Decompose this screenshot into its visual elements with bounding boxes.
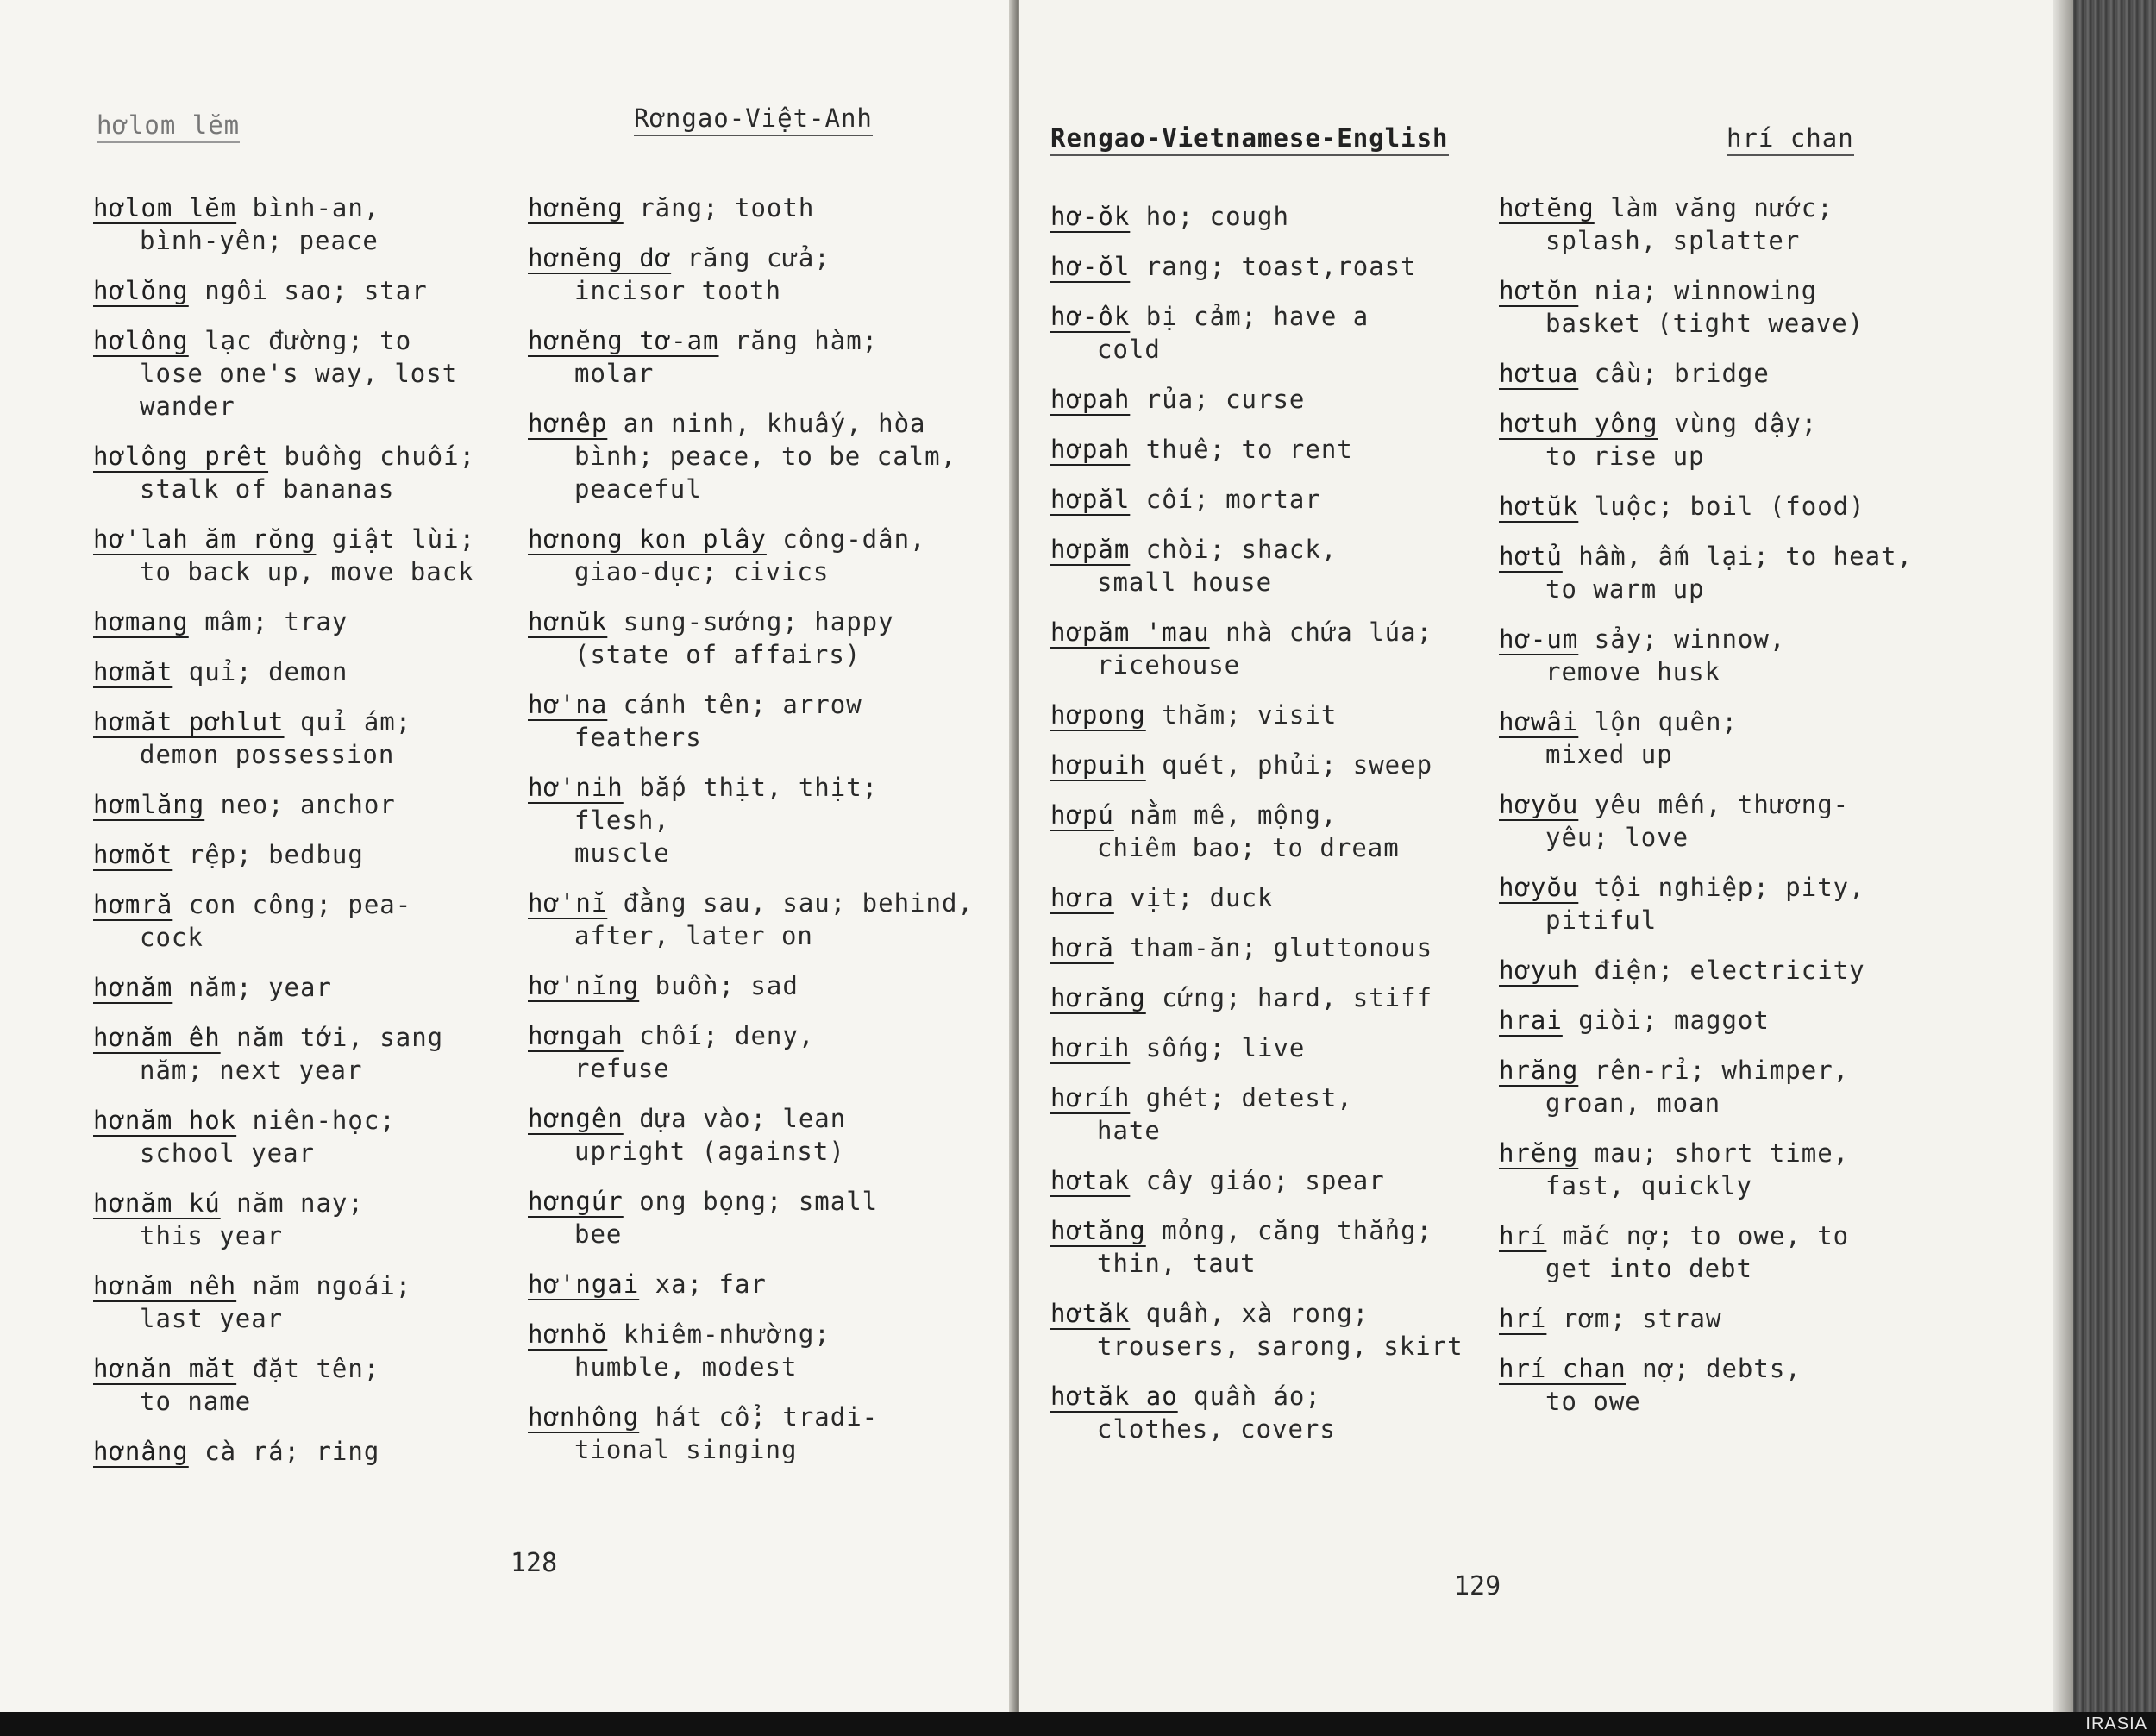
entry-gloss: cầu; bridge <box>1578 359 1770 388</box>
entry-gloss: mỏng, căng thẳng; thin, taut <box>1097 1216 1433 1278</box>
dictionary-entry <box>1499 274 1947 340</box>
entry-gloss: lộn quên; mixed up <box>1545 707 1738 769</box>
dictionary-entry <box>93 1269 516 1335</box>
entry-gloss: làm văng nước; splash, splatter <box>1545 193 1833 255</box>
dictionary-entry <box>1050 383 1490 416</box>
entry-gloss: cây giáo; spear <box>1130 1166 1385 1195</box>
entry-headword: hơyuh <box>1499 956 1579 985</box>
dictionary-entry <box>528 241 976 307</box>
entry-headword: hơlông <box>93 326 189 355</box>
entry-headword: hơtĕng <box>1499 193 1595 222</box>
dictionary-entry <box>1050 749 1490 781</box>
entry-headword: hơnăm kú <box>93 1188 221 1218</box>
entry-gloss: năm nay; this year <box>140 1188 364 1250</box>
entry-headword: hơnhông <box>528 1402 640 1432</box>
dictionary-entry <box>1050 1380 1490 1445</box>
entry-gloss: năm ngoái; last year <box>140 1271 412 1333</box>
entry-gloss: thuê; to rent <box>1130 435 1353 464</box>
entry-gloss: buồng chuối; stalk of bananas <box>140 442 476 504</box>
entry-gloss: xa; far <box>639 1269 767 1299</box>
entry-gloss: chòi; shack, small house <box>1097 535 1338 597</box>
dictionary-entry <box>93 1187 516 1252</box>
entry-headword: hơmang <box>93 607 189 636</box>
entry-headword: hrí chan <box>1499 1354 1626 1383</box>
entry-headword: hơpuih <box>1050 750 1146 780</box>
entry-headword: hơnăm nêh <box>93 1271 237 1300</box>
dictionary-entry <box>1050 699 1490 731</box>
entry-column-right-2 <box>1499 191 1947 1435</box>
dictionary-entry <box>93 705 516 771</box>
entry-headword: hơ-um <box>1499 624 1579 654</box>
dictionary-entry <box>1050 533 1490 599</box>
entry-gloss: rệp; bedbug <box>172 840 364 869</box>
dictionary-entry <box>93 191 516 257</box>
entry-gloss: ngôi sao; star <box>188 276 428 305</box>
entry-gloss: nằm mê, mộng, chiêm bao; to dream <box>1097 800 1400 862</box>
entry-gloss: điện; electricity <box>1578 956 1865 985</box>
dictionary-entry <box>1499 1004 1947 1037</box>
dictionary-entry <box>1050 931 1490 964</box>
entry-headword: hơmră <box>93 890 173 919</box>
dictionary-entry <box>528 1268 976 1300</box>
entry-headword: hơmăt <box>93 657 173 686</box>
entry-headword: hrĕng <box>1499 1138 1579 1168</box>
page-number-left: 128 <box>511 1548 558 1578</box>
entry-gloss: mâm; tray <box>188 607 348 636</box>
entry-headword: hơtuh yông <box>1499 409 1658 438</box>
entry-gloss: công-dân, giao-dục; civics <box>574 524 926 586</box>
dictionary-entry <box>1050 433 1490 466</box>
entry-gloss: cứng; hard, stiff <box>1145 983 1433 1012</box>
entry-gloss: quỉ ám; demon possession <box>140 707 412 769</box>
entry-gloss: đằng sau, sau; behind, after, later on <box>574 888 974 950</box>
entry-gloss: quần, xà rong; trousers, sarong, skirt <box>1097 1299 1463 1361</box>
entry-headword: hơrih <box>1050 1033 1131 1062</box>
page-title-left: Rơngao-Việt-Anh <box>634 103 873 136</box>
entry-gloss: rủa; curse <box>1130 385 1306 414</box>
entry-headword: hơngúr <box>528 1187 624 1216</box>
dictionary-entry <box>528 969 976 1002</box>
entry-headword: hơngah <box>528 1021 624 1050</box>
entry-headword: hrí <box>1499 1221 1547 1250</box>
dictionary-entry <box>528 887 976 952</box>
entry-gloss: năm; year <box>172 973 332 1002</box>
entry-headword: hơpah <box>1050 435 1131 464</box>
dictionary-entry <box>1499 1219 1947 1285</box>
dictionary-entry <box>1499 357 1947 390</box>
entry-headword: hơpú <box>1050 800 1114 830</box>
entry-headword: hơyŏu <box>1499 790 1579 819</box>
entry-gloss: răng; tooth <box>623 193 815 222</box>
dictionary-entry <box>93 971 516 1004</box>
bottom-strip <box>0 1712 2156 1736</box>
entry-headword: hơ'ngai <box>528 1269 640 1299</box>
entry-headword: hơtăk <box>1050 1299 1131 1328</box>
entry-column-right-1 <box>1050 200 1490 1463</box>
entry-gloss: khiêm-nhường; humble, modest <box>574 1319 830 1382</box>
dictionary-entry <box>528 1185 976 1250</box>
entry-headword: hơpong <box>1050 700 1146 730</box>
dictionary-entry <box>1050 1297 1490 1363</box>
dictionary-entry <box>1050 616 1490 681</box>
entry-gloss: quỉ; demon <box>172 657 348 686</box>
dictionary-entry <box>1499 1352 1947 1418</box>
entry-headword: hơ'nih <box>528 773 624 802</box>
entry-headword: hơtăk ao <box>1050 1382 1178 1411</box>
entry-gloss: sung-sướng; happy (state of affairs) <box>574 607 894 669</box>
dictionary-entry <box>1499 1137 1947 1202</box>
entry-gloss: dựa vào; lean upright (against) <box>574 1104 847 1166</box>
entry-gloss: mắc nợ; to owe, to get into debt <box>1545 1221 1850 1283</box>
dictionary-entry <box>1050 981 1490 1014</box>
entry-gloss: quét, phủi; sweep <box>1145 750 1433 780</box>
entry-gloss: hầm, ấm lại; to heat, to warm up <box>1545 542 1913 604</box>
dictionary-entry <box>93 788 516 821</box>
entry-column-left-2 <box>528 191 976 1483</box>
entry-gloss: giòi; maggot <box>1562 1006 1770 1035</box>
entry-headword: hơwâi <box>1499 707 1579 736</box>
entry-gloss: nhà chứa lúa; ricehouse <box>1097 617 1433 680</box>
entry-gloss: thăm; visit <box>1145 700 1338 730</box>
entry-headword: hơtak <box>1050 1166 1131 1195</box>
entry-headword: hơtua <box>1499 359 1579 388</box>
entry-gloss: răng hàm; molar <box>574 326 879 388</box>
dictionary-entry <box>1499 1302 1947 1335</box>
entry-gloss: rơm; straw <box>1546 1304 1722 1333</box>
entry-headword: hơnĕng dơ <box>528 243 672 273</box>
entry-headword: hơnong kon plây <box>528 524 767 554</box>
entry-gloss: an ninh, khuấy, hòa bình; peace, to be calm, peaceful <box>574 409 957 504</box>
entry-headword: hơpăl <box>1050 485 1131 514</box>
entry-gloss: vịt; duck <box>1113 883 1274 912</box>
entry-gloss: tội nghiệp; pity, pitiful <box>1545 873 1865 935</box>
entry-gloss: sống; live <box>1130 1033 1306 1062</box>
dictionary-entry <box>93 605 516 638</box>
entry-gloss: đặt tên; to name <box>140 1354 380 1416</box>
entry-gloss: lạc đường; to lose one's way, lost wander <box>140 326 459 421</box>
dictionary-entry <box>528 771 976 869</box>
entry-gloss: neo; anchor <box>204 790 396 819</box>
entry-headword: hơra <box>1050 883 1114 912</box>
dictionary-entry <box>1050 1214 1490 1280</box>
entry-gloss: rang; toast,roast <box>1130 252 1417 281</box>
entry-gloss: ghét; detest, hate <box>1097 1083 1353 1145</box>
dictionary-entry <box>1050 799 1490 864</box>
dictionary-entry <box>1499 705 1947 771</box>
entry-gloss: cà rá; ring <box>188 1437 380 1466</box>
dictionary-entry <box>1499 788 1947 854</box>
dictionary-entry <box>1499 490 1947 523</box>
entry-headword: hơ'na <box>528 690 608 719</box>
dictionary-entry <box>528 324 976 390</box>
dictionary-entry <box>1499 871 1947 937</box>
entry-gloss: yêu mến, thương- yêu; love <box>1545 790 1850 852</box>
entry-headword: hơpah <box>1050 385 1131 414</box>
entry-gloss: bình-an, bình-yên; peace <box>140 193 380 255</box>
dictionary-entry <box>528 523 976 588</box>
entry-headword: hơnăn măt <box>93 1354 237 1383</box>
page-title-right: Rengao-Vietnamese-English <box>1050 123 1449 156</box>
entry-headword: hơ'lah ăm rŏng <box>93 524 317 554</box>
entry-column-left-1 <box>93 191 516 1485</box>
entry-gloss: vùng dậy; to rise up <box>1545 409 1818 471</box>
entry-headword: hơnăm êh <box>93 1023 221 1052</box>
entry-gloss: tham-ăn; gluttonous <box>1113 933 1433 962</box>
entry-headword: hrí <box>1499 1304 1547 1333</box>
entry-gloss: quần áo; clothes, covers <box>1097 1382 1336 1444</box>
entry-gloss: buồn; sad <box>639 971 799 1000</box>
dictionary-entry <box>1499 623 1947 688</box>
dictionary-entry <box>93 274 516 307</box>
entry-gloss: nợ; debts, to owe <box>1545 1354 1802 1416</box>
entry-gloss: bị cảm; have a cold <box>1097 302 1369 364</box>
dictionary-entry <box>1050 1081 1490 1147</box>
entry-headword: hơtŭk <box>1499 492 1579 521</box>
entry-gloss: rên-rỉ; whimper, groan, moan <box>1545 1056 1850 1118</box>
entry-gloss: luộc; boil (food) <box>1578 492 1865 521</box>
dictionary-entry <box>1499 1054 1947 1119</box>
dictionary-entry <box>1499 407 1947 473</box>
dictionary-entry <box>93 1435 516 1468</box>
dictionary-entry <box>1499 191 1947 257</box>
dictionary-entry <box>528 1019 976 1085</box>
entry-headword: hơ'nĭ <box>528 888 608 918</box>
entry-headword: hơ-ŏk <box>1050 202 1131 231</box>
entry-headword: hơríh <box>1050 1083 1131 1112</box>
entry-headword: hơlom lĕm <box>93 193 237 222</box>
entry-headword: hơnĕng tơ-am <box>528 326 719 355</box>
entry-gloss: giật lùi; to back up, move back <box>140 524 476 586</box>
entry-headword: hơră <box>1050 933 1114 962</box>
dictionary-entry <box>1050 1031 1490 1064</box>
entry-headword: hơ'nĭng <box>528 971 640 1000</box>
entry-gloss: năm tới, sang năm; next year <box>140 1023 444 1085</box>
dictionary-entry <box>528 191 976 224</box>
entry-headword: hơ-ôk <box>1050 302 1131 331</box>
entry-gloss: ho; cough <box>1130 202 1289 231</box>
entry-headword: hơyŏu <box>1499 873 1579 902</box>
dictionary-entry <box>93 888 516 954</box>
dictionary-entry <box>1050 200 1490 233</box>
entry-gloss: cánh tên; arrow feathers <box>574 690 862 752</box>
dictionary-entry <box>93 523 516 588</box>
dictionary-entry <box>93 1352 516 1418</box>
dictionary-entry <box>93 838 516 871</box>
entry-gloss: răng cửa; incisor tooth <box>574 243 830 305</box>
entry-headword: hơnăm hok <box>93 1106 237 1135</box>
entry-headword: hơlŏng <box>93 276 189 305</box>
entry-headword: hơngên <box>528 1104 624 1133</box>
entry-headword: hơmlăng <box>93 790 205 819</box>
dictionary-entry <box>1499 540 1947 605</box>
dictionary-entry <box>93 440 516 505</box>
running-head-right: hrí chan <box>1727 123 1854 156</box>
entry-gloss: nia; winnowing basket (tight weave) <box>1545 276 1865 338</box>
right-page <box>1019 0 2073 1712</box>
dictionary-entry <box>93 1021 516 1087</box>
entry-headword: hơpăm 'mau <box>1050 617 1210 647</box>
entry-gloss: sảy; winnow, remove husk <box>1545 624 1786 686</box>
entry-gloss: niên-học; school year <box>140 1106 396 1168</box>
entry-gloss: ong bọng; small bee <box>574 1187 879 1249</box>
dictionary-entry <box>93 324 516 423</box>
entry-headword: hơrăng <box>1050 983 1146 1012</box>
running-head-left: hơlom lĕm <box>97 110 240 143</box>
dictionary-entry <box>528 1318 976 1383</box>
dictionary-entry <box>93 1104 516 1169</box>
dictionary-entry <box>528 688 976 754</box>
dictionary-entry <box>1499 954 1947 987</box>
page-number-right: 129 <box>1454 1571 1501 1601</box>
watermark: IRASIA <box>2085 1714 2147 1733</box>
entry-headword: hơnăm <box>93 973 173 1002</box>
dictionary-entry <box>528 1102 976 1168</box>
entry-headword: hơpăm <box>1050 535 1131 564</box>
entry-headword: hrăng <box>1499 1056 1579 1085</box>
entry-gloss: con công; pea- cock <box>140 890 412 952</box>
entry-headword: hơlông prêt <box>93 442 269 471</box>
entry-gloss: bắp thịt, thịt; flesh, muscle <box>574 773 879 868</box>
entry-headword: hơtủ <box>1499 542 1563 571</box>
entry-headword: hơnŭk <box>528 607 608 636</box>
dictionary-entry <box>528 407 976 505</box>
dictionary-entry <box>528 605 976 671</box>
entry-headword: hơnêp <box>528 409 608 438</box>
page-stack-edge <box>2070 0 2156 1716</box>
dictionary-entry <box>1050 250 1490 283</box>
dictionary-entry <box>1050 1164 1490 1197</box>
entry-headword: hơ-ŏl <box>1050 252 1131 281</box>
entry-gloss: chối; deny, refuse <box>574 1021 815 1083</box>
dictionary-entry <box>1050 483 1490 516</box>
entry-headword: hơnĕng <box>528 193 624 222</box>
entry-headword: hơtăng <box>1050 1216 1146 1245</box>
entry-headword: hơnâng <box>93 1437 189 1466</box>
entry-gloss: cối; mortar <box>1130 485 1321 514</box>
entry-headword: hơmŏt <box>93 840 173 869</box>
dictionary-entry <box>1050 300 1490 366</box>
entry-headword: hrai <box>1499 1006 1563 1035</box>
dictionary-entry <box>528 1401 976 1466</box>
entry-headword: hơmăt pơhlut <box>93 707 285 736</box>
dictionary-entry <box>93 655 516 688</box>
entry-headword: hơtŏn <box>1499 276 1579 305</box>
entry-gloss: mau; short time, fast, quickly <box>1545 1138 1850 1200</box>
left-page <box>0 0 1014 1712</box>
entry-gloss: hát cổ; tradi- tional singing <box>574 1402 879 1464</box>
dictionary-entry <box>1050 881 1490 914</box>
entry-headword: hơnhŏ <box>528 1319 608 1349</box>
